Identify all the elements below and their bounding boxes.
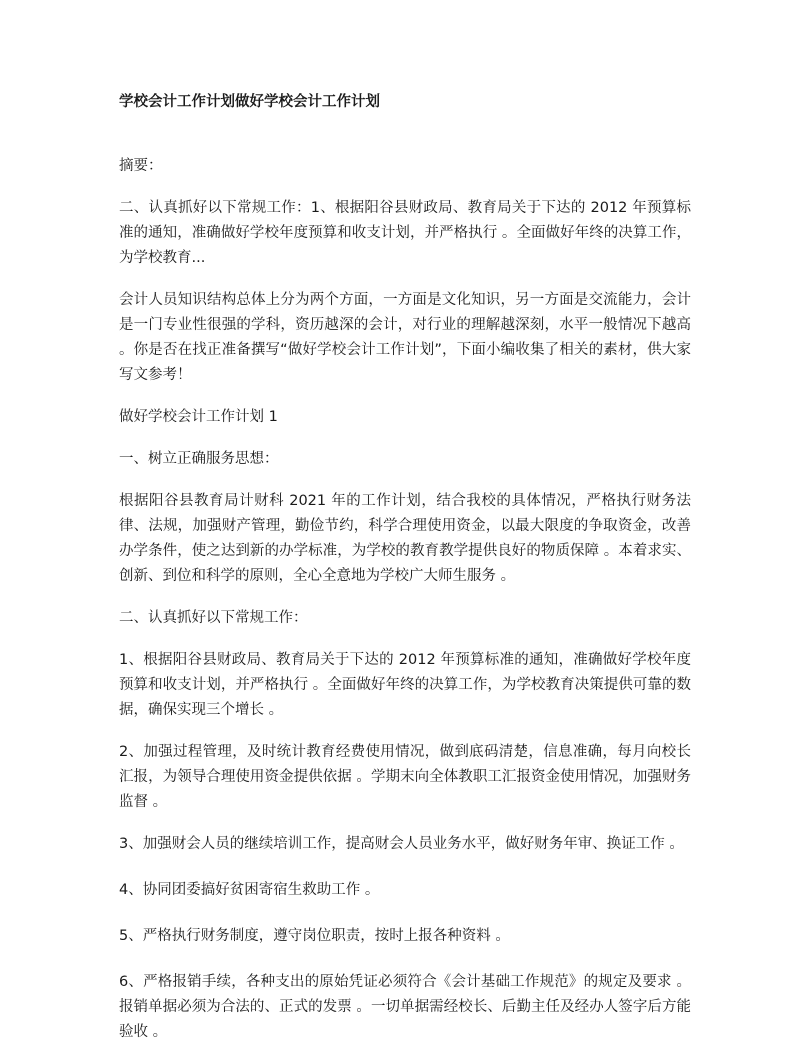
intro-paragraph: 会计人员知识结构总体上分为两个方面，一方面是文化知识，另一方面是交流能力，会计是一门专业性很强的学科，资历越深的会计，对行业的理解越深刻，水平一般情况下越高 。你是否在找正准备撰写“做好学校会计工作计划”，下面小编收集了相关的素材，供大家写文参考！ [119, 292, 691, 383]
list-item-6: 6、严格报销手续，各种支出的原始凭证必须符合《会计基础工作规范》的规定及要求 。报销单据必须为合法的、正式的发票 。一切单据需经校长、后勤主任及经办人签字后方能验收 。 [119, 974, 691, 1040]
subheading-routine-work: 二、认真抓好以下常规工作： [119, 610, 308, 626]
document-title: 学校会计工作计划做好学校会计工作计划 [119, 94, 380, 110]
list-item-5: 5、严格执行财务制度，遵守岗位职责，按时上报各种资料 。 [119, 928, 510, 944]
abstract-label: 摘要： [119, 158, 163, 174]
abstract-paragraph: 二、认真抓好以下常规工作：1、根据阳谷县财政局、教育局关于下达的 2012 年预算标准的通知，准确做好学校年度预算和收支计划，并严格执行 。全面做好年终的决算工作，为学校教育... [119, 200, 691, 266]
document-body [119, 154, 691, 1062]
section-heading: 做好学校会计工作计划 1 [119, 409, 278, 425]
body-paragraph: 根据阳谷县教育局计财科 2021 年的工作计划，结合我校的具体情况，严格执行财务法律、法规，加强财产管理，勤俭节约，科学合理使用资金，以最大限度的争取资金，改善办学条件，使之达到新的办学标准，为学校的教育教学提供良好的物质保障 。本着求实、创新、到位和科学的原则，全心全意地为学校广大师生服务 。 [119, 493, 691, 584]
list-item-4: 4、协同团委搞好贫困寄宿生救助工作 。 [119, 882, 380, 898]
list-item-3: 3、加强财会人员的继续培训工作，提高财会人员业务水平，做好财务年审、换证工作 。 [119, 836, 684, 852]
subheading-service-thought: 一、树立正确服务思想： [119, 451, 279, 467]
list-item-1: 1、根据阳谷县财政局、教育局关于下达的 2012 年预算标准的通知，准确做好学校年度预算和收支计划，并严格执行 。全面做好年终的决算工作，为学校教育决策提供可靠的数据，确保实现三个增长 。 [119, 652, 691, 718]
list-item-2: 2、加强过程管理，及时统计教育经费使用情况，做到底码清楚，信息准确，每月向校长汇报，为领导合理使用资金提供依据 。学期末向全体教职工汇报资金使用情况，加强财务监督 。 [119, 744, 691, 810]
